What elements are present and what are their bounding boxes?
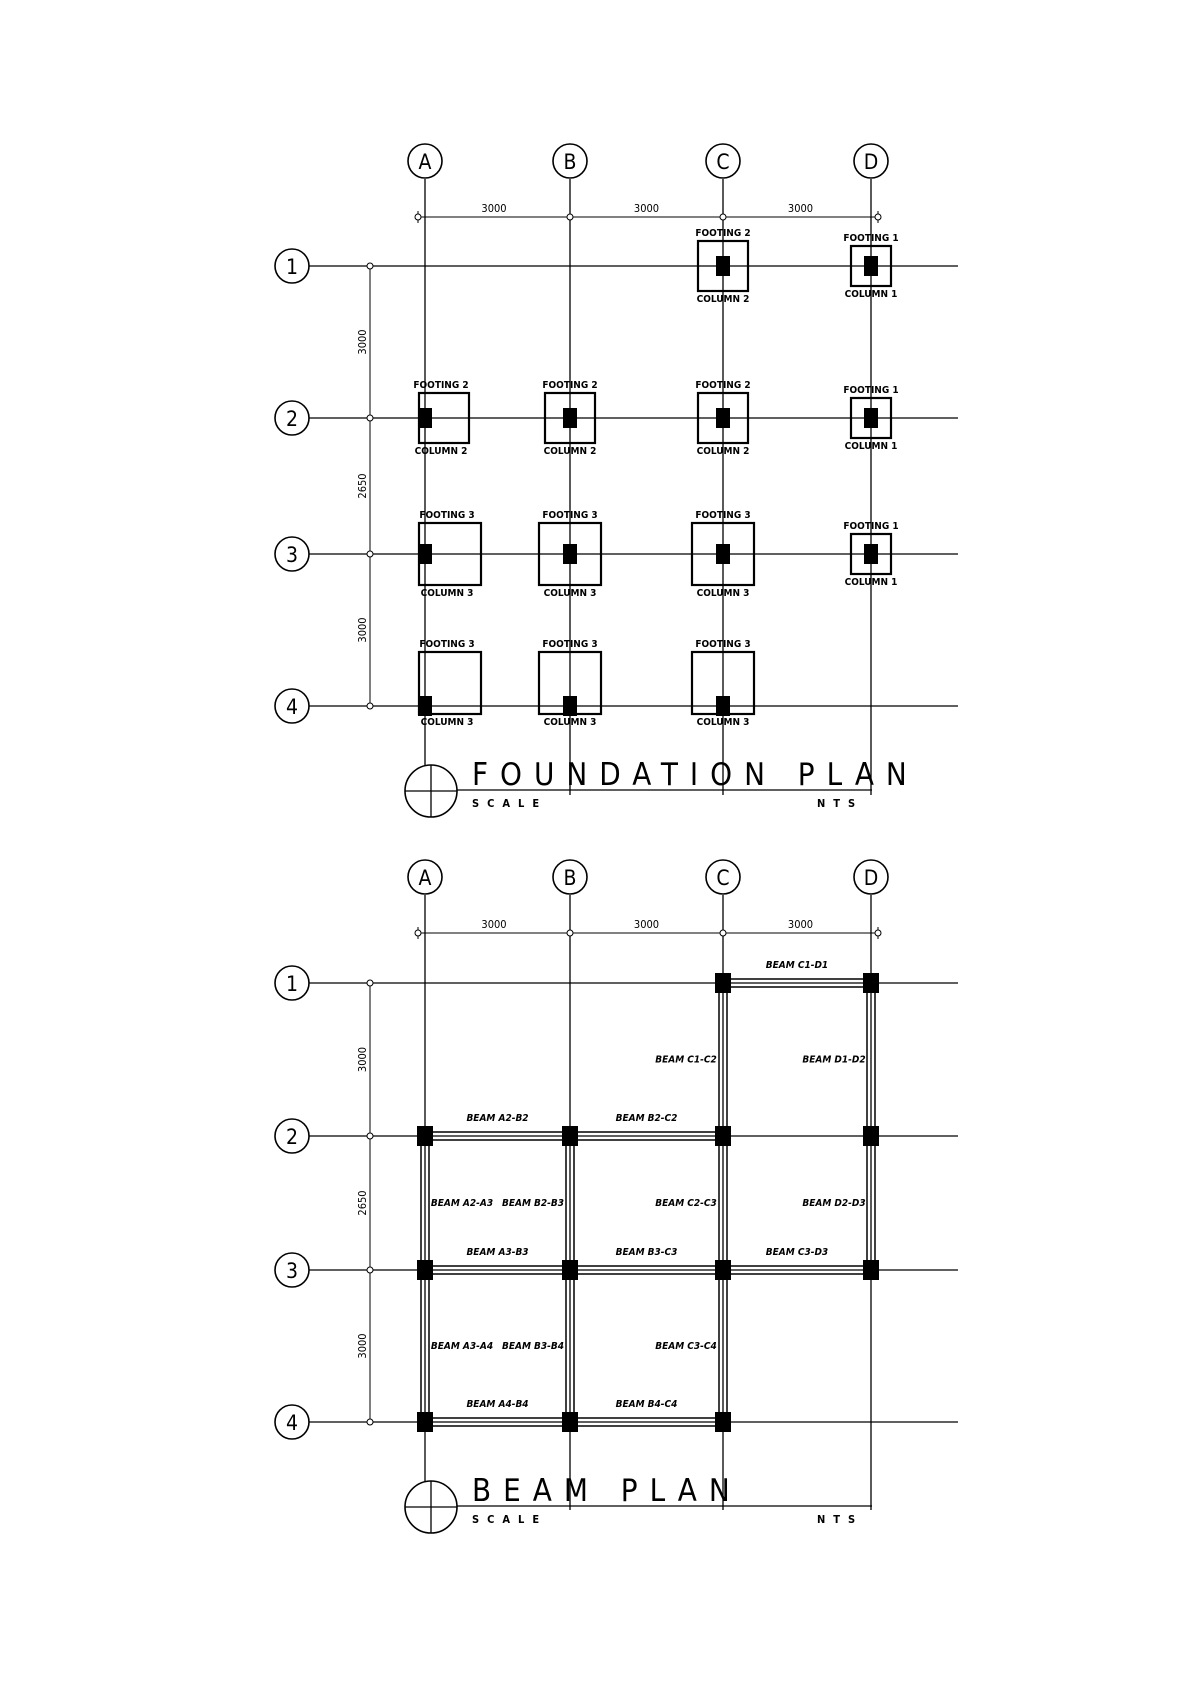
- dimension-node: [875, 930, 881, 936]
- footing-label: FOOTING 2: [695, 228, 751, 239]
- dimension-text: 3000: [356, 1333, 369, 1359]
- grid-label-2: 2: [285, 407, 299, 431]
- dimension-node: [567, 214, 573, 220]
- column-mark: [716, 544, 730, 564]
- column-mark: [864, 408, 878, 428]
- beam-label: BEAM C1-D1: [765, 960, 829, 971]
- footing-label: FOOTING 3: [695, 510, 751, 521]
- grid-label-3: 3: [285, 543, 299, 567]
- dimension-text: 3000: [481, 918, 507, 931]
- column-mark: [716, 696, 730, 716]
- dimension-text: 3000: [633, 202, 660, 215]
- footing-label: FOOTING 3: [419, 639, 475, 650]
- footing-a4: [418, 639, 481, 728]
- column-b2: [562, 1126, 578, 1146]
- column-label: COLUMN 3: [543, 717, 597, 728]
- column-mark: [864, 544, 878, 564]
- column-label: COLUMN 3: [543, 588, 597, 599]
- column-c1: [715, 973, 731, 993]
- dimension-text: 2650: [356, 1190, 369, 1216]
- beam-label: BEAM A2-A3: [430, 1198, 494, 1209]
- dimension-text: 3000: [787, 202, 814, 215]
- column-label: COLUMN 1: [844, 577, 898, 588]
- scale-label: SCALE: [472, 797, 548, 810]
- beam-label: BEAM B3-B4: [501, 1341, 565, 1352]
- dimension-text: 3000: [356, 617, 369, 643]
- dimension-node: [367, 1267, 373, 1273]
- grid-label-4: 4: [285, 1411, 299, 1435]
- column-mark: [418, 544, 432, 564]
- column-label: COLUMN 2: [696, 294, 750, 305]
- beam-label: BEAM D2-D3: [802, 1198, 866, 1209]
- footing-label: FOOTING 3: [419, 510, 475, 521]
- column-b3: [562, 1260, 578, 1280]
- footing-label: FOOTING 1: [843, 385, 899, 396]
- column-c2: [715, 1126, 731, 1146]
- beam-label: BEAM A3-A4: [430, 1341, 494, 1352]
- footing-label: FOOTING 2: [413, 380, 469, 391]
- footing-label: FOOTING 2: [542, 380, 598, 391]
- dimension-text: 2650: [356, 473, 369, 499]
- grid-label-1: 1: [285, 255, 299, 279]
- grid-label-a: A: [418, 866, 432, 890]
- column-c4: [715, 1412, 731, 1432]
- column-label: COLUMN 2: [414, 446, 468, 457]
- column-label: COLUMN 2: [543, 446, 597, 457]
- footing-d1: [843, 233, 898, 300]
- grid-label-d: D: [863, 150, 879, 174]
- column-label: COLUMN 3: [696, 588, 750, 599]
- footing-label: FOOTING 1: [843, 521, 899, 532]
- beam-label: BEAM A3-B3: [466, 1247, 529, 1258]
- column-b4: [562, 1412, 578, 1432]
- column-label: COLUMN 3: [696, 717, 750, 728]
- dimension-node: [720, 930, 726, 936]
- grid-label-3: 3: [285, 1259, 299, 1283]
- dimension-text: 3000: [633, 918, 660, 931]
- plan-title: BEAM PLAN: [472, 1473, 742, 1509]
- grid-label-c: C: [716, 866, 730, 890]
- dimension-text: 3000: [356, 1046, 369, 1073]
- scale-label: SCALE: [472, 1513, 548, 1526]
- beam-label: BEAM C3-C4: [655, 1341, 717, 1352]
- column-d1: [863, 973, 879, 993]
- grid-label-a: A: [418, 150, 432, 174]
- grid-label-1: 1: [285, 972, 299, 996]
- footing-label: FOOTING 1: [843, 233, 899, 244]
- grid-label-4: 4: [285, 695, 299, 719]
- footing-label: FOOTING 3: [695, 639, 751, 650]
- footing-d2: [843, 385, 898, 452]
- column-label: COLUMN 3: [420, 588, 474, 599]
- column-mark: [716, 408, 730, 428]
- scale-value: NTS: [817, 797, 864, 810]
- dimension-node: [567, 930, 573, 936]
- beam-label: BEAM B2-B3: [501, 1198, 565, 1209]
- grid-label-c: C: [716, 150, 730, 174]
- footing-label: FOOTING 3: [542, 639, 598, 650]
- plan-title: FOUNDATION PLAN: [472, 757, 919, 793]
- grid-label-b: B: [563, 866, 577, 890]
- beam-label: BEAM C2-C3: [655, 1198, 717, 1209]
- dimension-node: [367, 980, 373, 986]
- column-label: COLUMN 2: [696, 446, 750, 457]
- column-mark: [418, 408, 432, 428]
- dimension-text: 3000: [356, 329, 369, 355]
- column-a2: [417, 1126, 433, 1146]
- dimension-node: [367, 1133, 373, 1139]
- dimension-node: [367, 551, 373, 557]
- column-mark: [563, 408, 577, 428]
- dimension-text: 3000: [481, 202, 507, 215]
- column-label: COLUMN 3: [420, 717, 474, 728]
- dimension-node: [367, 415, 373, 421]
- beam-label: BEAM B2-C2: [615, 1113, 678, 1124]
- beam-label: BEAM C1-C2: [655, 1054, 717, 1066]
- column-a3: [417, 1260, 433, 1280]
- column-a4: [417, 1412, 433, 1432]
- column-mark: [716, 256, 730, 276]
- dimension-text: 3000: [787, 918, 814, 931]
- dimension-node: [415, 214, 421, 220]
- column-mark: [563, 544, 577, 564]
- column-mark: [418, 696, 432, 716]
- dimension-node: [367, 263, 373, 269]
- column-mark: [864, 256, 878, 276]
- beam-label: BEAM C3-D3: [765, 1247, 829, 1258]
- beam-plan: [275, 860, 958, 1533]
- dimension-node: [415, 930, 421, 936]
- column-c3: [715, 1260, 731, 1280]
- column-label: COLUMN 1: [844, 441, 898, 452]
- dimension-node: [875, 214, 881, 220]
- footing-d3: [843, 521, 898, 588]
- beam-label: BEAM D1-D2: [802, 1054, 866, 1066]
- footing-label: FOOTING 3: [542, 510, 598, 521]
- scale-value: NTS: [817, 1513, 864, 1526]
- beam-label: BEAM A2-B2: [466, 1113, 529, 1124]
- beam-label: BEAM B3-C3: [615, 1247, 678, 1258]
- grid-label-d: D: [863, 866, 879, 890]
- grid-label-2: 2: [285, 1125, 299, 1149]
- column-mark: [563, 696, 577, 716]
- column-label: COLUMN 1: [844, 289, 898, 300]
- beam-label: BEAM A4-B4: [466, 1399, 529, 1410]
- column-d3: [863, 1260, 879, 1280]
- foundation-plan: [275, 144, 958, 817]
- grid-label-b: B: [563, 150, 577, 174]
- dimension-node: [720, 214, 726, 220]
- column-d2: [863, 1126, 879, 1146]
- beam-d1-d2: [802, 983, 875, 1136]
- dimension-node: [367, 1419, 373, 1425]
- dimension-node: [367, 703, 373, 709]
- beam-label: BEAM B4-C4: [615, 1399, 678, 1410]
- footing-label: FOOTING 2: [695, 380, 751, 391]
